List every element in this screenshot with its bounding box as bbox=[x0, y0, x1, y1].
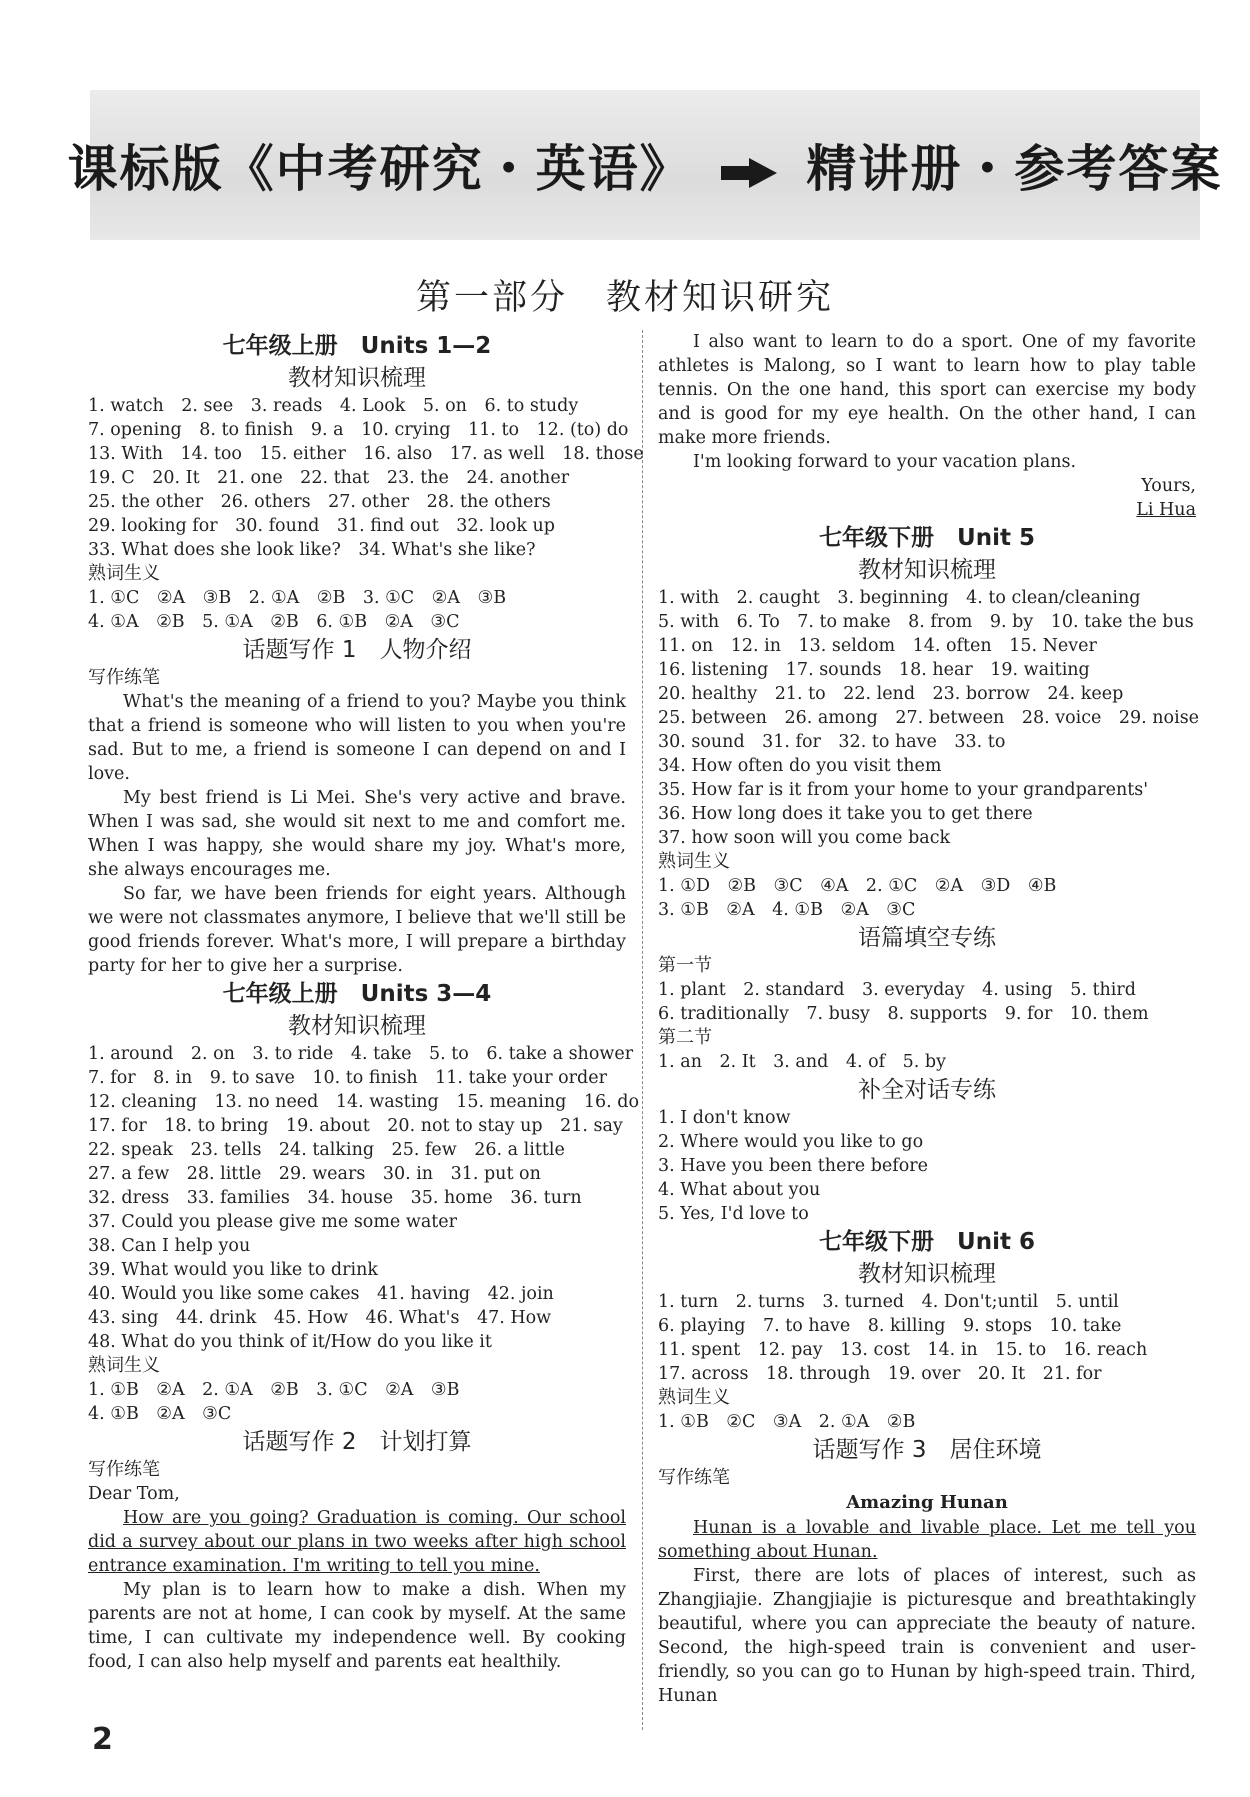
answer-line: 32. dress 33. families 34. house 35. home 36. turn bbox=[88, 1188, 582, 1208]
right-column bbox=[658, 330, 1200, 1708]
answer-line: 5. with 6. To 7. to make 8. from 9. by 10. take the bus bbox=[658, 612, 1194, 632]
answer-line: 17. for 18. to bring 19. about 20. not to stay up 21. say bbox=[88, 1116, 623, 1136]
unit-heading: 七年级上册 Units 3—4 bbox=[222, 981, 492, 1007]
part-title: 第一部分 教材知识研究 bbox=[415, 278, 834, 318]
vocab-line: 1. ①C ②A ③B 2. ①A ②B 3. ①C ②A ③B bbox=[88, 588, 507, 608]
answer-line: 48. What do you think of it/How do you like it bbox=[88, 1332, 492, 1352]
essay-paragraph: My best friend is Li Mei. She's very active and brave. When I was sad, she would sit next to me and comfort me. When I was happy, she would share my joy. What's more, she always encourages me. bbox=[88, 788, 626, 880]
vocab-line: 4. ①B ②A ③C bbox=[88, 1404, 232, 1424]
vocab-line: 1. ①B ②A 2. ①A ②B 3. ①C ②A ③B bbox=[88, 1380, 460, 1400]
essay-paragraph: Hunan is a lovable and livable place. Let me tell you something about Hunan. bbox=[658, 1518, 1196, 1562]
unit-heading: 七年级下册 Unit 5 bbox=[819, 525, 1035, 551]
writing-label: 写作练笔 bbox=[658, 1467, 730, 1488]
vocab-line: 4. ①A ②B 5. ①A ②B 6. ①B ②A ③C bbox=[88, 612, 460, 632]
answer-line: 29. looking for 30. found 31. find out 32. look up bbox=[88, 516, 555, 536]
answer-line: 13. With 14. too 15. either 16. also 17. as well 18. those bbox=[88, 444, 644, 464]
essay-paragraph: My plan is to learn how to make a dish. When my parents are not at home, I can cook by myself. At the same time, I can cultivate my independence well. By cooking food, I can also help myself and parents eat healthily. bbox=[88, 1580, 626, 1672]
answer-line: 17. across 18. through 19. over 20. It 21. for bbox=[658, 1364, 1102, 1384]
essay-paragraph: So far, we have been friends for eight years. Although we were not classmates anymore, I believe that we'll still be good friends forever. What's more, I will prepare a birthday party for her to give her a surprise. bbox=[88, 884, 626, 976]
letter-salutation: Dear Tom, bbox=[88, 1484, 180, 1504]
answer-line: 22. speak 23. tells 24. talking 25. few 26. a little bbox=[88, 1140, 565, 1160]
essay-paragraph: First, there are lots of places of interest, such as Zhangjiajie. Zhangjiajie is picturesque and breathtakingly beautiful, where you can appreciate the beauty of nature. Second, the high-speed train is convenient and user-friendly, so you can go to Hunan by high-speed train. Third, Hunan bbox=[658, 1566, 1196, 1706]
answer-line: 40. Would you like some cakes 41. having 42. join bbox=[88, 1284, 554, 1304]
vocab-label: 熟词生义 bbox=[88, 563, 160, 584]
header-banner bbox=[67, 90, 1223, 240]
section-heading: 教材知识梳理 bbox=[858, 1261, 996, 1287]
subsection-label: 第二节 bbox=[658, 1027, 712, 1048]
vocab-line: 3. ①B ②A 4. ①B ②A ③C bbox=[658, 900, 916, 920]
answer-line: 43. sing 44. drink 45. How 46. What's 47. How bbox=[88, 1308, 552, 1328]
answer-line: 3. Have you been there before bbox=[658, 1156, 929, 1176]
answer-line: 5. Yes, I'd love to bbox=[658, 1204, 809, 1224]
answer-line: 36. How long does it take you to get there bbox=[658, 804, 1033, 824]
page-number: 2 bbox=[92, 1722, 113, 1757]
answer-line: 2. Where would you like to go bbox=[658, 1132, 924, 1152]
answer-line: 1. watch 2. see 3. reads 4. Look 5. on 6. to study bbox=[88, 396, 579, 416]
topic-heading: 话题写作 3 居住环境 bbox=[812, 1437, 1042, 1463]
answer-line: 1. with 2. caught 3. beginning 4. to clean/cleaning bbox=[658, 588, 1141, 608]
dialogue-heading: 补全对话专练 bbox=[858, 1077, 996, 1103]
unit-heading: 七年级上册 Units 1—2 bbox=[222, 333, 492, 359]
vocab-label: 熟词生义 bbox=[658, 1387, 730, 1408]
answer-line: 19. C 20. It 21. one 22. that 23. the 24. another bbox=[88, 468, 570, 488]
answer-line: 38. Can I help you bbox=[88, 1236, 251, 1256]
answer-line: 25. the other 26. others 27. other 28. the others bbox=[88, 492, 551, 512]
section-heading: 教材知识梳理 bbox=[858, 557, 996, 583]
answer-line: 20. healthy 21. to 22. lend 23. borrow 24. keep bbox=[658, 684, 1124, 704]
section-heading: 教材知识梳理 bbox=[288, 1013, 426, 1039]
answer-line: 30. sound 31. for 32. to have 33. to bbox=[658, 732, 1006, 752]
topic-heading: 话题写作 1 人物介绍 bbox=[242, 637, 472, 663]
answer-line: 1. an 2. It 3. and 4. of 5. by bbox=[658, 1052, 946, 1072]
answer-line: 1. I don't know bbox=[658, 1108, 791, 1128]
answer-line: 16. listening 17. sounds 18. hear 19. waiting bbox=[658, 660, 1090, 680]
answer-line: 37. how soon will you come back bbox=[658, 828, 951, 848]
answer-line: 39. What would you like to drink bbox=[88, 1260, 378, 1280]
vocab-label: 熟词生义 bbox=[658, 851, 730, 872]
answer-line: 33. What does she look like? 34. What's she like? bbox=[88, 540, 536, 560]
answer-line: 35. How far is it from your home to your grandparents' bbox=[658, 780, 1149, 800]
cloze-heading: 语篇填空专练 bbox=[858, 925, 996, 951]
answer-line: 25. between 26. among 27. between 28. voice 29. noise bbox=[658, 708, 1200, 728]
vocab-line: 1. ①B ②C ③A 2. ①A ②B bbox=[658, 1412, 916, 1432]
column-divider bbox=[642, 330, 643, 1730]
answer-line: 7. opening 8. to finish 9. a 10. crying 11. to 12. (to) do bbox=[88, 420, 629, 440]
page-title bbox=[68, 129, 1223, 201]
answer-line: 6. traditionally 7. busy 8. supports 9. for 10. them bbox=[658, 1004, 1149, 1024]
answer-line: 1. plant 2. standard 3. everyday 4. using 5. third bbox=[658, 980, 1136, 1000]
writing-label: 写作练笔 bbox=[88, 1459, 160, 1480]
writing-label: 写作练笔 bbox=[88, 667, 160, 688]
vocab-label: 熟词生义 bbox=[88, 1355, 160, 1376]
subsection-label: 第一节 bbox=[658, 955, 712, 976]
unit-heading: 七年级下册 Unit 6 bbox=[819, 1229, 1035, 1255]
answer-line: 4. What about you bbox=[658, 1180, 821, 1200]
arrow-right-icon bbox=[719, 156, 779, 190]
answer-line: 27. a few 28. little 29. wears 30. in 31. put on bbox=[88, 1164, 541, 1184]
essay-paragraph: I'm looking forward to your vacation plans. bbox=[693, 452, 1077, 472]
essay-title: Amazing Hunan bbox=[846, 1492, 1008, 1513]
answer-line: 12. cleaning 13. no need 14. wasting 15. meaning 16. do bbox=[88, 1092, 640, 1112]
answer-line: 7. for 8. in 9. to save 10. to finish 11. take your order bbox=[88, 1068, 607, 1088]
answer-line: 37. Could you please give me some water bbox=[88, 1212, 458, 1232]
answer-line: 34. How often do you visit them bbox=[658, 756, 942, 776]
left-column bbox=[88, 330, 644, 1674]
title-right: 精讲册・参考答案 bbox=[806, 140, 1223, 198]
answer-line: 11. on 12. in 13. seldom 14. often 15. Never bbox=[658, 636, 1097, 656]
title-left: 课标版《中考研究・英语》 bbox=[67, 140, 692, 198]
essay-paragraph: How are you going? Graduation is coming. Our school did a survey about our plans in two weeks after high school entrance examination. I'm writing to tell you mine. bbox=[88, 1508, 626, 1576]
answer-line: 11. spent 12. pay 13. cost 14. in 15. to 16. reach bbox=[658, 1340, 1148, 1360]
letter-signature: Li Hua bbox=[1136, 500, 1196, 520]
essay-paragraph: What's the meaning of a friend to you? Maybe you think that a friend is someone who will listen to you when you're sad. But to me, a friend is someone I can depend on and I love. bbox=[88, 692, 626, 784]
answer-line: 1. turn 2. turns 3. turned 4. Don't;until 5. until bbox=[658, 1292, 1119, 1312]
topic-heading: 话题写作 2 计划打算 bbox=[242, 1429, 472, 1455]
vocab-line: 1. ①D ②B ③C ④A 2. ①C ②A ③D ④B bbox=[658, 876, 1057, 896]
answer-line: 6. playing 7. to have 8. killing 9. stops 10. take bbox=[658, 1316, 1122, 1336]
section-heading: 教材知识梳理 bbox=[288, 365, 426, 391]
essay-paragraph: I also want to learn to do a sport. One of my favorite athletes is Malong, so I want to learn how to play table tennis. On the one hand, this sport can exercise my body and is good for my eye health. On the other hand, I can make more friends. bbox=[658, 332, 1196, 448]
letter-closing: Yours, bbox=[1141, 476, 1196, 496]
answer-line: 1. around 2. on 3. to ride 4. take 5. to 6. take a shower bbox=[88, 1044, 634, 1064]
